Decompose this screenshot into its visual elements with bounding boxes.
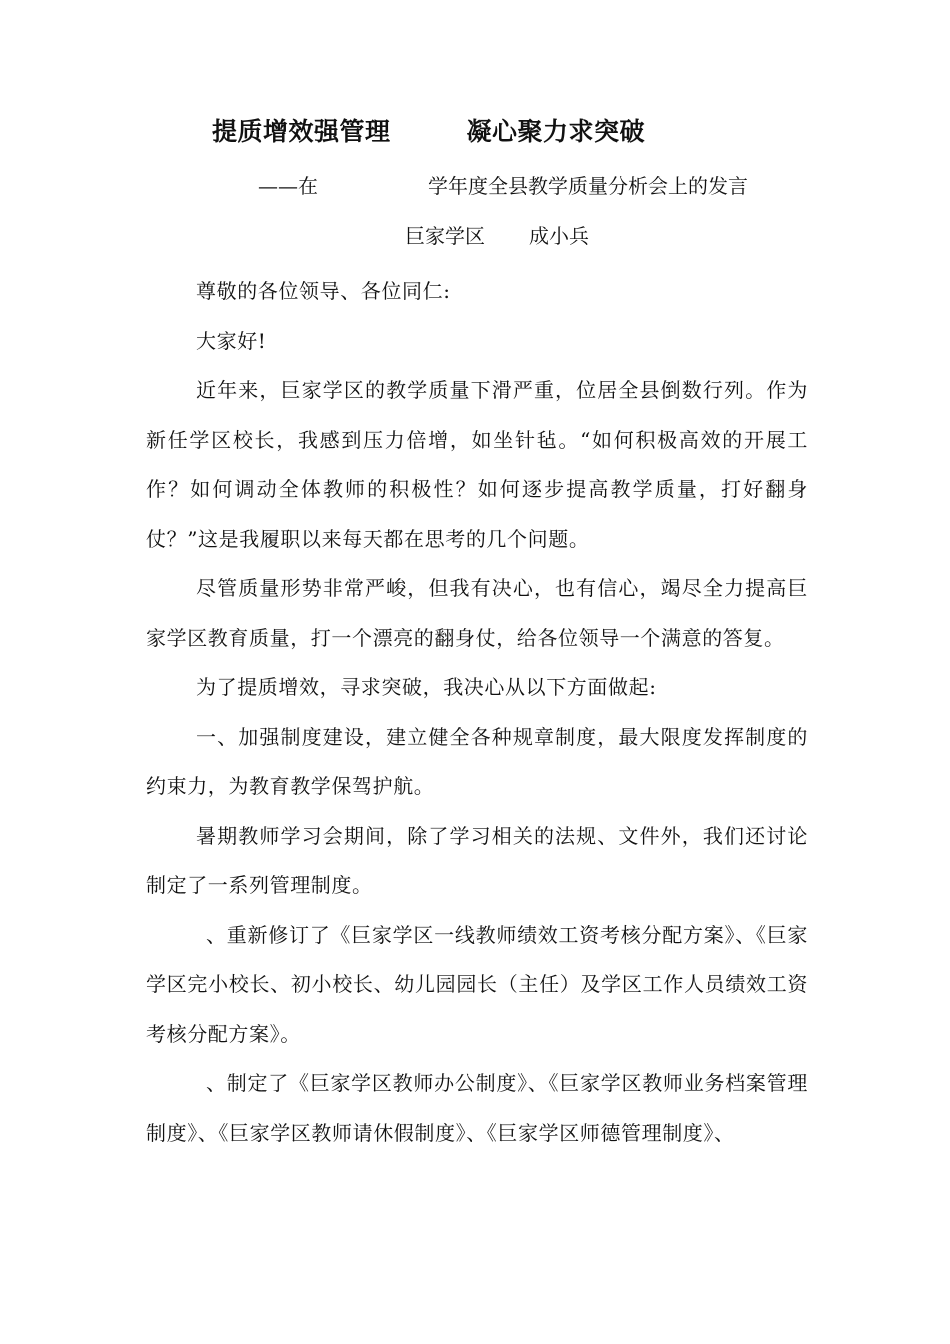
body-paragraph: 为了提质增效，寻求突破，我决心从以下方面做起:: [196, 675, 657, 699]
title-part-2: 凝心聚力求突破: [466, 117, 646, 146]
list-item: 、重新修订了《巨家学区一线教师绩效工资考核分配方案》、《巨家学区完小校长、初小校长、幼儿园园长（主任）及学区工作人员绩效工资考核分配方案》。: [146, 922, 808, 1046]
document-body: [146, 267, 808, 1158]
body-paragraph: 暑期教师学习会期间，除了学习相关的法规、文件外，我们还讨论制定了一系列管理制度。: [146, 823, 808, 897]
document-title: [212, 112, 645, 148]
greeting: 大家好!: [196, 328, 267, 353]
author-name: 成小兵: [529, 224, 589, 248]
author-org: 巨家学区: [405, 224, 485, 248]
document-subtitle: [258, 170, 748, 199]
subtitle-prefix: ——在: [258, 174, 318, 198]
list-item: 、制定了《巨家学区教师办公制度》、《巨家学区教师业务档案管理制度》、《巨家学区教师请休假制度》、《巨家学区师德管理制度》、: [146, 1071, 808, 1145]
section-heading: 一、加强制度建设，建立健全各种规章制度，最大限度发挥制度的约束力，为教育教学保驾护航。: [146, 724, 808, 798]
salutation: 尊敬的各位领导、各位同仁:: [196, 279, 451, 303]
body-paragraph: 近年来，巨家学区的教学质量下滑严重，位居全县倒数行列。作为新任学区校长，我感到压力倍增，如坐针毡。“如何积极高效的开展工作？如何调动全体教师的积极性？如何逐步提高教学质量，打好翻身仗？”这是我履职以来每天都在思考的几个问题。: [146, 378, 808, 551]
body-paragraph: 尽管质量形势非常严峻，但我有决心，也有信心，竭尽全力提高巨家学区教育质量，打一个漂亮的翻身仗，给各位领导一个满意的答复。: [146, 576, 808, 650]
subtitle-suffix: 学年度全县教学质量分析会上的发言: [428, 174, 748, 198]
author-line: [405, 220, 589, 249]
title-part-1: 提质增效强管理: [212, 117, 391, 146]
